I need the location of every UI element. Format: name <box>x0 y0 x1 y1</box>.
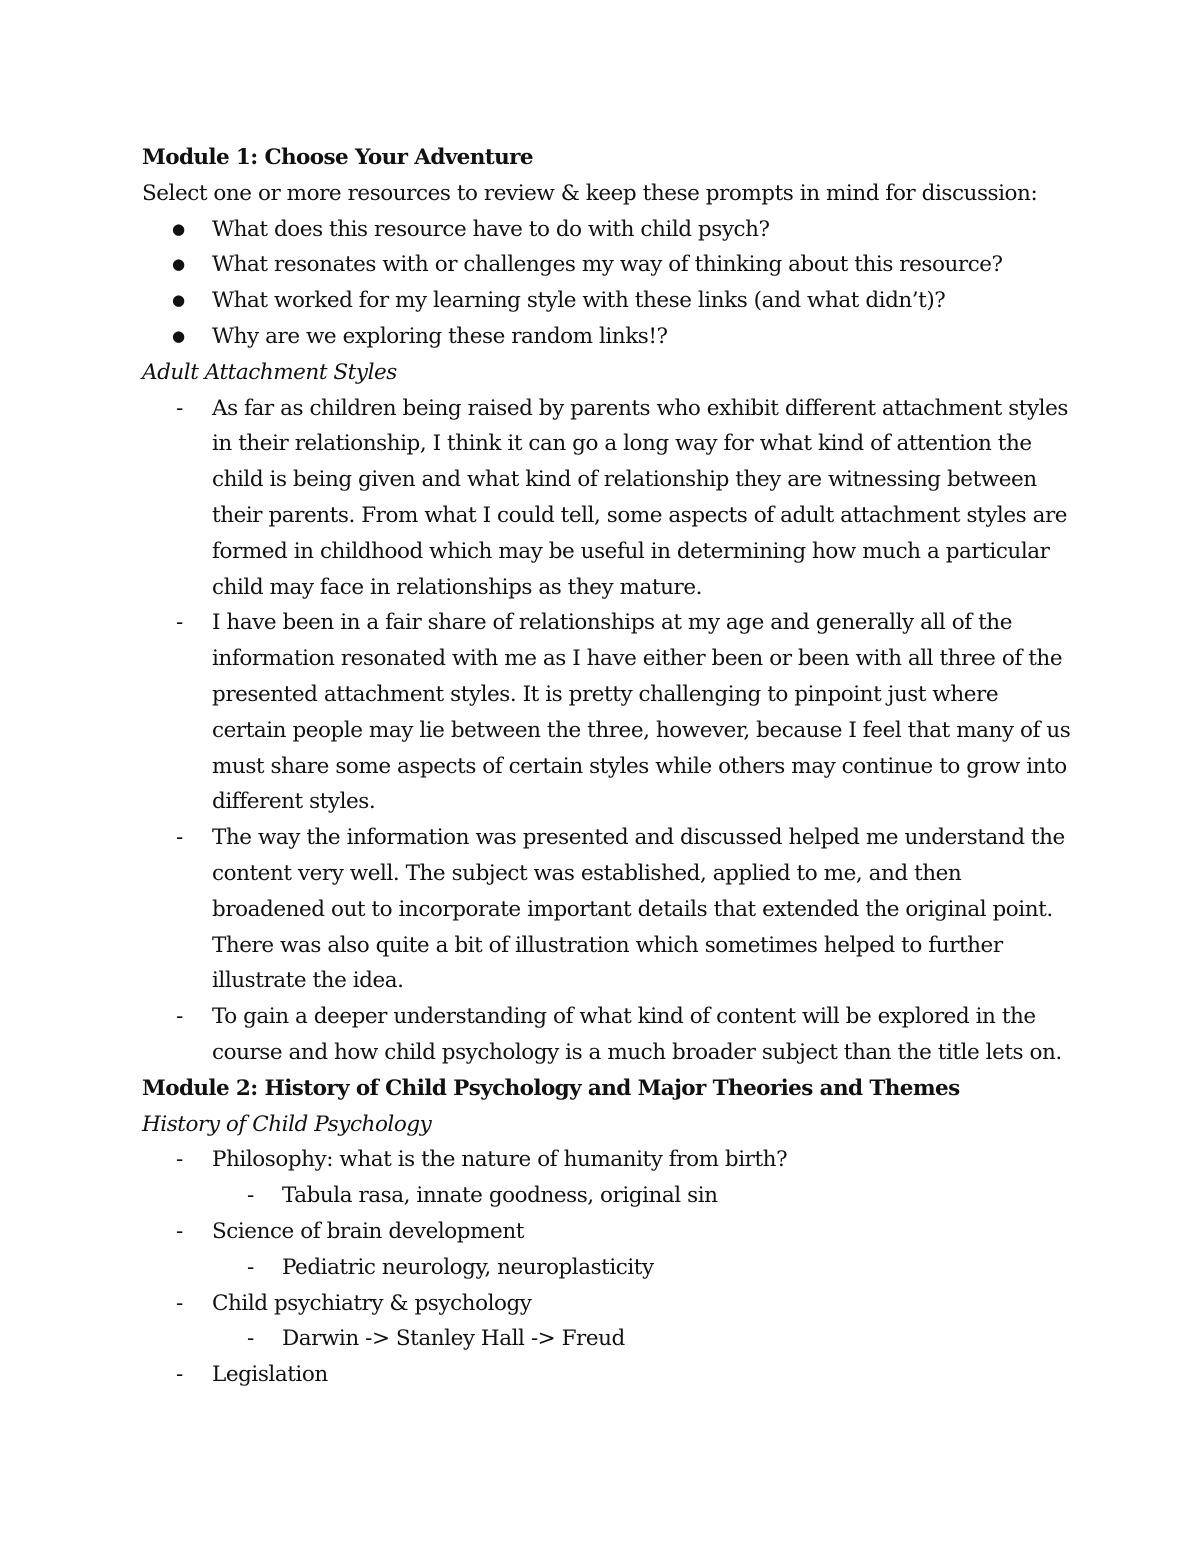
response-item: - I have been in a fair share of relationships at my age and generally all of the information resonated with me as I have either been or been with all three of the presented attachment styles. It is pretty challenging to pinpoint just where certain people may lie between the three, however, because I feel that many of us must share some aspects of certain styles while others may continue to grow into different styles. <box>142 605 1082 820</box>
prompt-list <box>142 212 1082 355</box>
sub-list-item: - Tabula rasa, innate goodness, original sin <box>212 1178 1082 1214</box>
dash-icon: - <box>176 1290 183 1316</box>
bullet-icon: ● <box>172 255 185 274</box>
list-item: - Legislation <box>142 1357 1082 1393</box>
response-item: - The way the information was presented and discussed helped me understand the content very well. The subject was established, applied to me, and then broadened out to incorporate important details that extended the original point. There was also quite a bit of illustration which sometimes helped to further illustrate the idea. <box>142 820 1082 999</box>
response-item: - As far as children being raised by parents who exhibit different attachment styles in their relationship, I think it can go a long way for what kind of attention the child is being given and what kind of relationship they are witnessing between their parents. From what I could tell, some aspects of adult attachment styles are formed in childhood which may be useful in determining how much a particular child may face in relationships as they mature. <box>142 391 1082 606</box>
dash-icon: - <box>176 825 183 851</box>
list-item: - Science of brain development - Pediatric neurology, neuroplasticity <box>142 1214 1082 1286</box>
response-item: - To gain a deeper understanding of what kind of content will be explored in the course and how child psychology is a much broader subject than the title lets on. <box>142 999 1082 1071</box>
list-item: ● What does this resource have to do with child psych? <box>142 212 1082 248</box>
dash-icon: - <box>176 1362 183 1388</box>
bullet-icon: ● <box>172 291 185 310</box>
sub-list-item: - Darwin -> Stanley Hall -> Freud <box>212 1321 1082 1357</box>
dash-icon: - <box>176 395 183 421</box>
dash-icon: - <box>247 1254 254 1280</box>
dash-icon: - <box>176 610 183 636</box>
sub-list <box>212 1250 1082 1286</box>
list-item: - Child psychiatry & psychology - Darwin -> Stanley Hall -> Freud <box>142 1286 1082 1358</box>
section-title-history: History of Child Psychology <box>142 1111 432 1137</box>
section-title-attachment: Adult Attachment Styles <box>142 359 397 385</box>
dash-icon: - <box>176 1218 183 1244</box>
sub-list <box>212 1178 1082 1214</box>
module1-intro: Select one or more resources to review & keep these prompts in mind for discussion: <box>142 180 1038 206</box>
dash-icon: - <box>247 1326 254 1352</box>
list-item: ● What resonates with or challenges my way of thinking about this resource? <box>142 247 1082 283</box>
list-item: - Philosophy: what is the nature of humanity from birth? - Tabula rasa, innate goodness, original sin <box>142 1142 1082 1214</box>
response-list <box>142 391 1082 1071</box>
bullet-icon: ● <box>172 326 185 345</box>
module1-title: Module 1: Choose Your Adventure <box>142 145 533 170</box>
history-list <box>142 1142 1082 1393</box>
list-item: ● What worked for my learning style with these links (and what didn’t)? <box>142 283 1082 319</box>
dash-icon: - <box>247 1183 254 1209</box>
sub-list-item: - Pediatric neurology, neuroplasticity <box>212 1250 1082 1286</box>
bullet-icon: ● <box>172 219 185 238</box>
dash-icon: - <box>176 1147 183 1173</box>
list-item: ● Why are we exploring these random links!? <box>142 319 1082 355</box>
sub-list <box>212 1321 1082 1357</box>
dash-icon: - <box>176 1004 183 1030</box>
document-page <box>142 140 1082 1393</box>
module2-title: Module 2: History of Child Psychology and Major Theories and Themes <box>142 1075 960 1101</box>
